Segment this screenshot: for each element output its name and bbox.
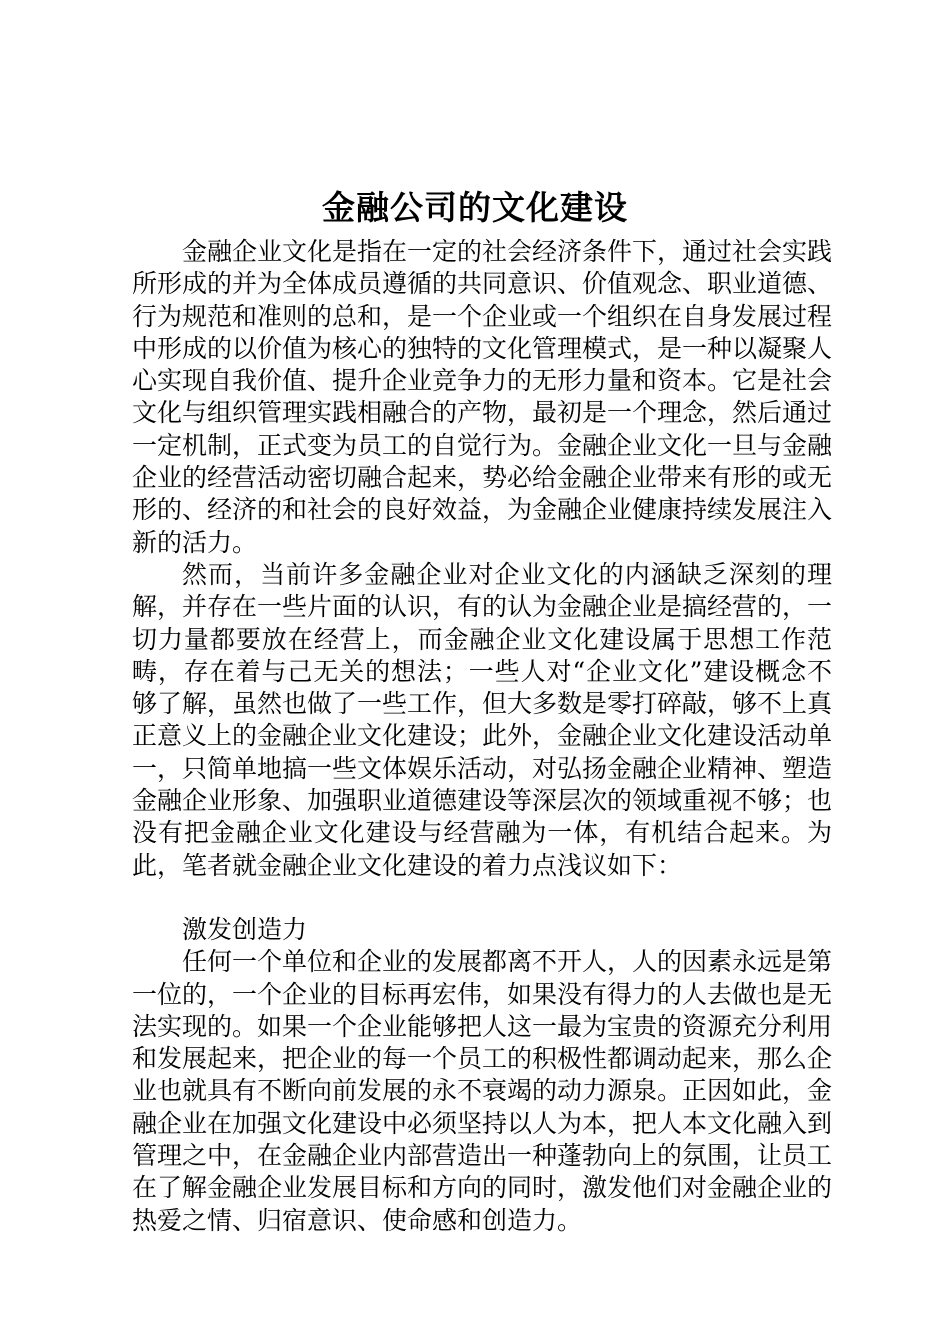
paragraph-section: 任何一个单位和企业的发展都离不开人，人的因素永远是第一位的，一个企业的目标再宏伟，如果没有得力的人去做也是无法实现的。如果一个企业能够把人这一最为宝贵的资源充分利用和发展起来，把企业的每一个员工的积极性都调动起来，那么企业也就具有不断向前发展的永不衰竭的动力源泉。正因如此，金融企业在加强文化建设中必须坚持以人为本，把人本文化融入到管理之中，在金融企业内部营造出一种蓬勃向上的氛围，让员工在了解金融企业发展目标和方向的同时，激发他们对金融企业的热爱之情、归宿意识、使命感和创造力。 [132, 947, 833, 1235]
paragraph-intro: 金融企业文化是指在一定的社会经济条件下，通过社会实践所形成的并为全体成员遵循的共同意识、价值观念、职业道德、行为规范和准则的总和，是一个企业或一个组织在自身发展过程中形成的以价值为核心的独特的文化管理模式，是一种以凝聚人心实现自我价值、提升企业竞争力的无形力量和资本。它是社会文化与组织管理实践相融合的产物，最初是一个理念，然后通过一定机制，正式变为员工的自觉行为。金融企业文化一旦与金融企业的经营活动密切融合起来，势必给金融企业带来有形的或无形的、经济的和社会的良好效益，为金融企业健康持续发展注入新的活力。 [132, 237, 833, 557]
section-heading: 激发创造力 [182, 914, 308, 944]
document-body [132, 236, 832, 1237]
paragraph-problems: 然而，当前许多金融企业对企业文化的内涵缺乏深刻的理解，并存在一些片面的认识，有的认为金融企业是搞经营的，一切力量都要放在经营上，而金融企业文化建设属于思想工作范畴，存在着与己无关的想法；一些人对“企业文化”建设概念不够了解，虽然也做了一些工作，但大多数是零打碎敲，够不上真正意义上的金融企业文化建设；此外，金融企业文化建设活动单一，只简单地搞一些文体娱乐活动，对弘扬金融企业精神、塑造金融企业形象、加强职业道德建设等深层次的领域重视不够；也没有把金融企业文化建设与经营融为一体，有机结合起来。为此，笔者就金融企业文化建设的着力点浅议如下： [132, 559, 833, 880]
document-title: 金融公司的文化建设 [322, 188, 628, 227]
